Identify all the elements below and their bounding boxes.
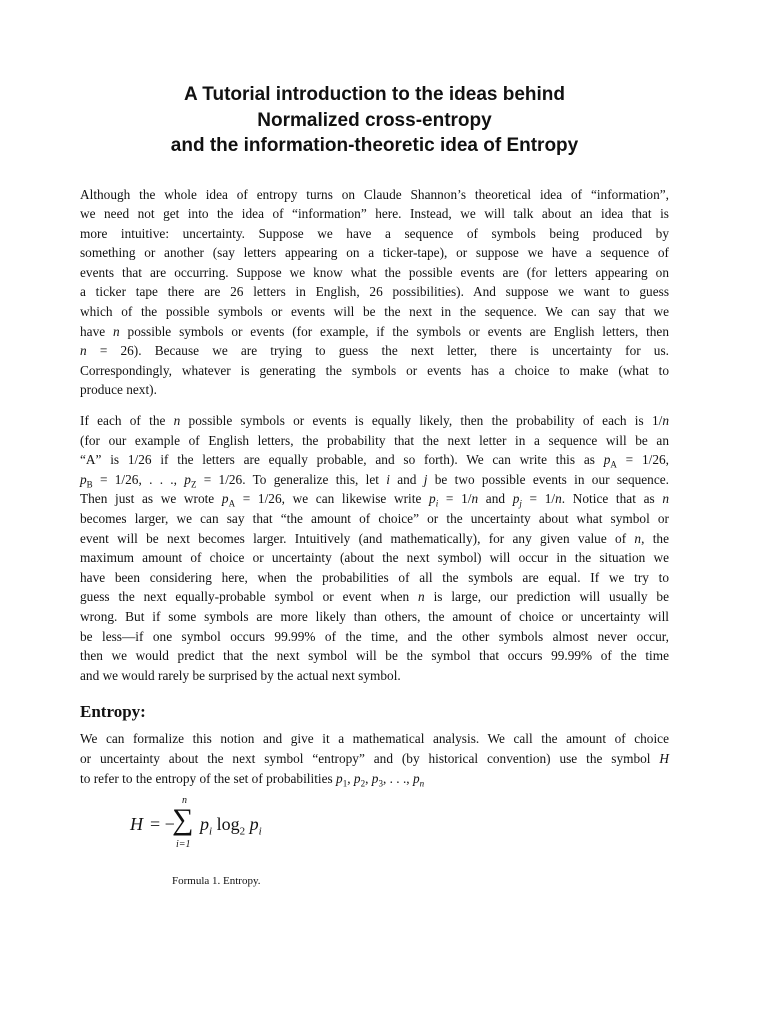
text-line: or uncertainty about the next symbol “entropy” and (by historical convention) use the symbol H <box>80 750 669 766</box>
text-line: guess the next equally-probable symbol or event when n is large, our prediction will usually be <box>80 589 669 605</box>
document-page <box>80 82 669 887</box>
text-line: events that are occurring. Suppose we know what the possible events are (for letters appearing on <box>80 264 669 280</box>
formula-caption: Formula 1. Entropy. <box>172 875 261 888</box>
text-line: Although the whole idea of entropy turns on Claude Shannon’s theoretical idea of “information”, <box>80 186 669 202</box>
text-line: event will be next becomes larger. Intuitively (and mathematically), for any given value of n, the <box>80 530 669 546</box>
text-line: “A” is 1/26 if the letters are equally probable, and so forth). We can write this as $p_A = 1/26$, <box>80 452 669 470</box>
text-line: be less—if one symbol occurs 99.99% of the time, and the other symbols almost never occur, <box>80 628 669 644</box>
entropy-formula <box>80 795 669 871</box>
title-line-3: and the information-theoretic idea of Entropy <box>170 135 579 156</box>
paragraph-1 <box>80 185 669 401</box>
summation-upper-limit: n <box>182 795 187 807</box>
text-line: more intuitive: uncertainty. Suppose we have a sequence of symbols being produced by <box>80 225 669 241</box>
formula-equals: = − <box>150 814 175 835</box>
text-line: Correspondingly, whatever is generating the symbols or events has a choice to make (what to <box>80 362 669 378</box>
document-title <box>80 82 669 159</box>
text-line: then we would predict that the next symbol will be the symbol that occurs 99.99% of the time <box>80 648 669 664</box>
text-line: becomes larger, we can say that “the amount of choice” or the uncertainty about what symbol or <box>80 511 669 526</box>
text-line: $p_B = 1/26$, . . ., $p_Z = 1/26$. To generalize this, let i and j be two possible events in our sequence. <box>80 471 669 490</box>
title-line-2: Normalized cross-entropy <box>257 109 492 131</box>
text-line: and we would rarely be surprised by the actual next symbol. <box>80 667 401 683</box>
summation-lower-limit: i=1 <box>176 839 191 851</box>
text-line: produce next). <box>80 382 157 398</box>
formula-body: $p_i$ $\log_2 p_i$ <box>200 814 262 838</box>
text-line: have n possible symbols or events (for example, if the symbols or events are English letters, then <box>80 323 669 339</box>
text-line: maximum amount of choice or uncertainty (about the next symbol) will occur in the situation we <box>80 550 669 566</box>
text-line: wrong. But if some symbols are more likely than others, the amount of choice or uncertainty will <box>80 608 669 624</box>
text-line: a ticker tape there are 26 letters in English, 26 possibilities). And suppose we want to guess <box>80 284 669 300</box>
text-line: (for our example of English letters, the probability that the next letter in a sequence will be an <box>80 432 669 448</box>
text-line: If each of the n possible symbols or events is equally likely, then the probability of each is 1/n <box>80 413 669 429</box>
paragraph-3 <box>80 729 669 788</box>
title-line-1: A Tutorial introduction to the ideas behind <box>183 84 566 105</box>
text-line: we need not get into the idea of “information” here. Instead, we will talk about an idea that is <box>80 206 669 222</box>
text-line: something or another (say letters appearing on a ticker-tape), or suppose we have a sequence of <box>80 245 669 261</box>
text-line: to refer to the entropy of the set of probabilities $p_1$, $p_2$, $p_3$, . . ., $p_n$ <box>80 770 425 789</box>
section-heading-entropy: Entropy: <box>80 702 146 722</box>
text-line: which of the possible symbols or events will be the next in the sequence. We can say that we <box>80 304 669 320</box>
paragraph-2 <box>80 411 669 685</box>
text-line: Then just as we wrote $p_A = 1/26$, we can likewise write $p_i = 1/n$ and $p_j = 1/n$. Notice that as n <box>80 491 670 510</box>
summation-symbol: ∑ <box>172 803 194 837</box>
text-line: n = 26). Because we are trying to guess the next letter, there is uncertainty for us. <box>80 343 669 359</box>
text-line: We can formalize this notion and give it a mathematical analysis. We call the amount of choice <box>80 731 669 747</box>
text-line: have been considering here, when the probabilities of all the symbols are equal. If we try to <box>80 569 669 585</box>
formula-h: H <box>130 814 143 835</box>
